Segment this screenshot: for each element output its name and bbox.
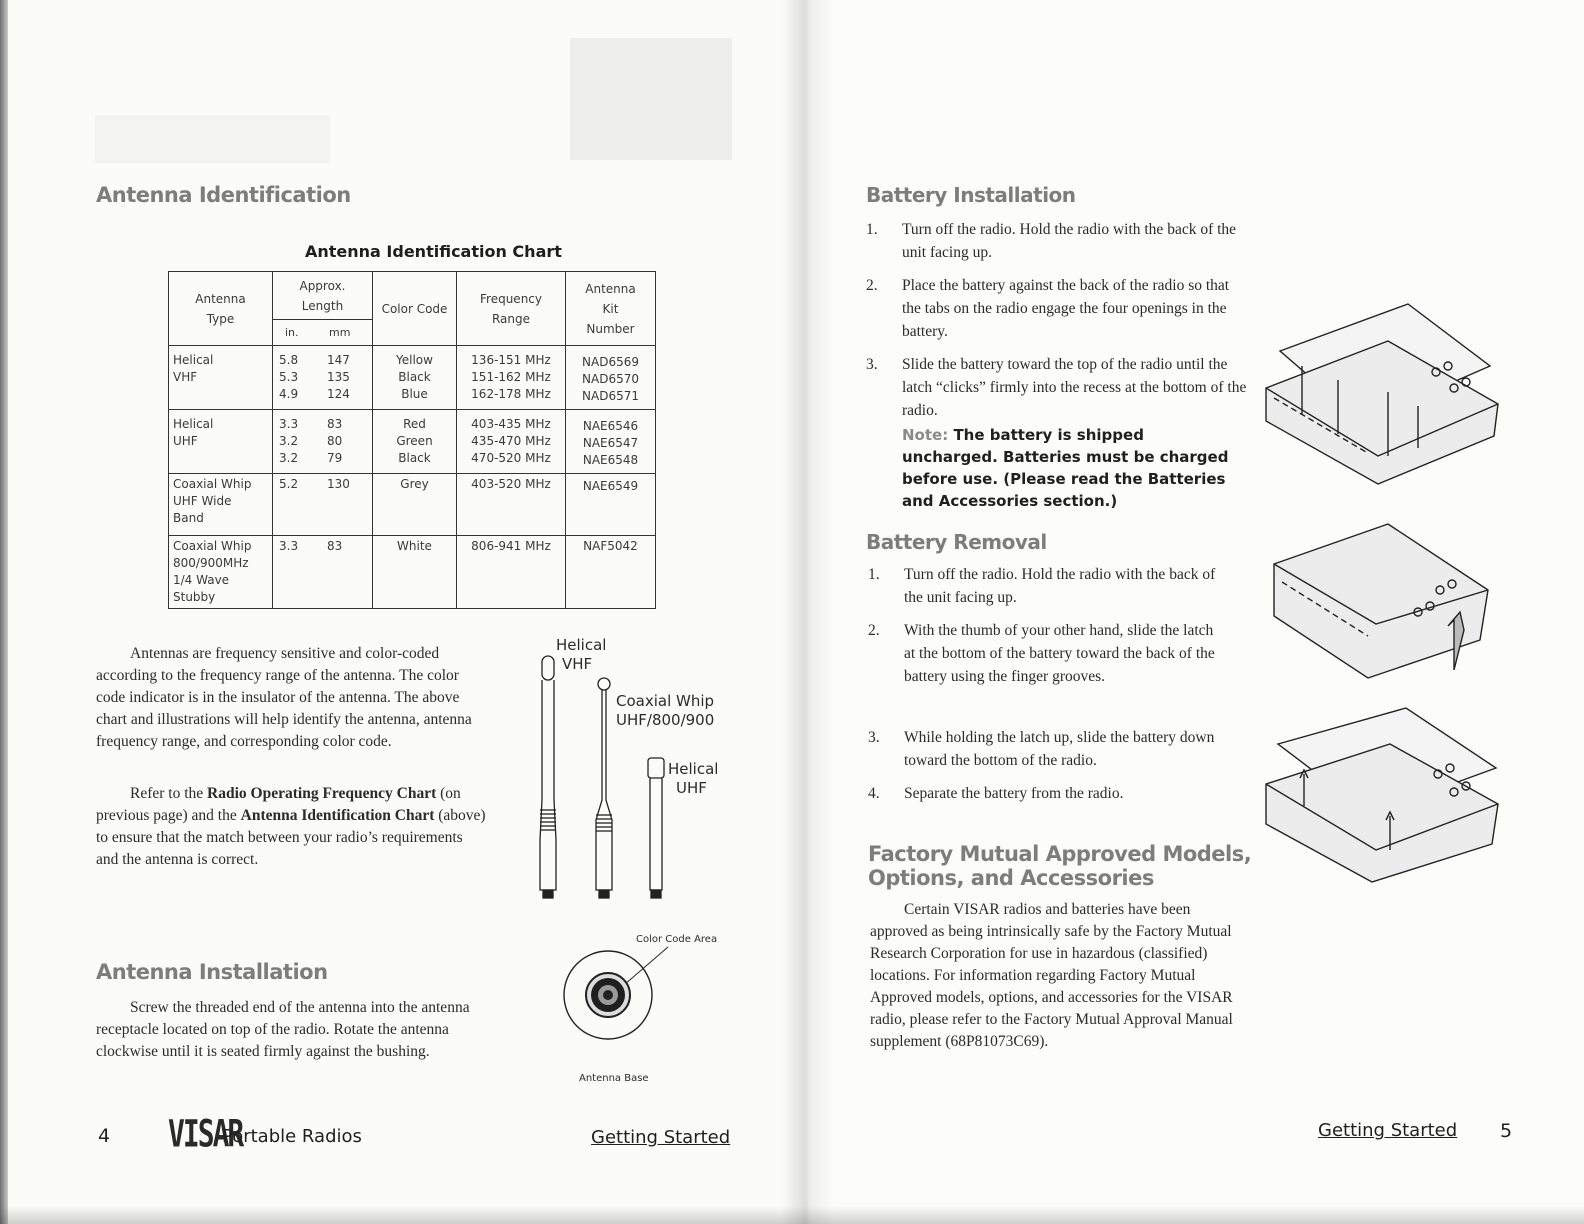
battery-note: Note: The battery is shipped uncharged. Batteries must be charged before use. (Please read the Batteries and Accessories section.)	[902, 426, 1229, 510]
antenna-base-diagram	[558, 935, 678, 1055]
bottom-shadow	[0, 1206, 1584, 1224]
battery-installation-steps	[866, 218, 1248, 432]
table-row: Helical VHF 5.8 5.3 4.9 147 135 124 Yellow Black Blue 136-151 MHz 151-162 MHz 162-178 MHz NAD6569 NAD6570 NAD6571	[169, 346, 656, 410]
binding-edge	[0, 0, 8, 1224]
section-title-factory-mutual: Factory Mutual Approved Models, Options, and Accessories	[868, 842, 1252, 890]
antenna-description-paragraph: Antennas are frequency sensitive and color-coded according to the frequency range of the antenna. The color code indicator is in the insulator of the antenna. The above chart and illustrations will help identify the antenna, antenna frequency range, and corresponding color code.	[96, 645, 472, 750]
list-item: 3. While holding the latch up, slide the battery down toward the bottom of the radio.	[868, 729, 1215, 769]
section-title-antenna-installation: Antenna Installation	[96, 960, 328, 984]
battery-removal-steps-a	[868, 563, 1228, 698]
antenna-identification-chart	[168, 271, 656, 609]
battery-removal-illustration-1	[1268, 520, 1518, 680]
list-item: 2. With the thumb of your other hand, slide the latch at the bottom of the battery toward the back of the battery using the finger grooves.	[868, 622, 1215, 685]
battery-removal-illustration-2	[1260, 704, 1520, 884]
page-number-right: 5	[1500, 1120, 1513, 1142]
page-number-left: 4	[98, 1125, 111, 1147]
footer-portable-radios: Portable Radios	[222, 1126, 362, 1147]
label-coaxial-whip: Coaxial Whip UHF/800/900	[616, 692, 715, 729]
label-helical-vhf: Helical VHF	[556, 636, 607, 673]
section-title-battery-installation: Battery Installation	[866, 183, 1076, 207]
footer-section-left: Getting Started	[591, 1127, 731, 1148]
helical-vhf-antenna	[540, 656, 556, 898]
bleed-through-block	[570, 38, 732, 160]
bleed-through-block	[95, 115, 330, 163]
table-row: Coaxial Whip 800/900MHz 1/4 Wave Stubby 3.3 83 White 806-941 MHz NAF5042	[169, 536, 656, 609]
antenna-installation-paragraph: Screw the threaded end of the antenna into the antenna receptacle located on top of the radio. Rotate the antenna clockwise until it is seated firmly against the bushing.	[96, 999, 470, 1060]
right-page	[808, 0, 1584, 1224]
table-row: Helical UHF 3.3 3.2 3.2 83 80 79 Red Green Black 403-435 MHz 435-470 MHz 470-520 MHz NAE6546 NAE6547 NAE6548	[169, 410, 656, 474]
battery-installation-illustration	[1258, 296, 1508, 486]
antenna-illustrations	[530, 650, 730, 910]
label-color-code-area: Color Code Area	[636, 934, 718, 945]
antenna-reference-paragraph: Refer to the Radio Operating Frequency Chart (on previous page) and the Antenna Identification Chart (above) to ensure that the match between your radio’s requirements and the antenna is correct.	[96, 785, 486, 868]
label-helical-uhf: Helical UHF	[668, 760, 719, 797]
list-item: 1. Turn off the radio. Hold the radio with the back of the unit facing up.	[868, 566, 1216, 606]
label-antenna-base: Antenna Base	[579, 1073, 649, 1084]
header-frequency-range: Frequency Range	[457, 272, 566, 346]
factory-mutual-paragraph: Certain VISAR radios and batteries have been approved as being intrinsically safe by the Factory Mutual Research Corporation for use in hazardous (classified) locations. For information regarding Factory Mutual Approved models, options, and accessories for the VISAR radio, please refer to the Factory Mutual Approval Manual supplement (68P81073C69).	[870, 901, 1233, 1050]
header-approx-length: Approx. Length	[273, 272, 373, 320]
list-item: 4. Separate the battery from the radio.	[868, 785, 1124, 802]
list-item: 1. Turn off the radio. Hold the radio with the back of the unit facing up.	[866, 221, 1237, 261]
table-row: Coaxial Whip UHF Wide Band 5.2 130 Grey 403-520 MHz NAE6549	[169, 474, 656, 536]
visar-logo: VISAR	[168, 1111, 243, 1156]
list-item: 3. Slide the battery toward the top of the radio until the latch “clicks” firmly into the recess at the bottom of the radio.	[866, 356, 1247, 419]
section-title-antenna-identification: Antenna Identification	[96, 183, 351, 207]
helical-uhf-antenna	[648, 758, 664, 898]
chart-title: Antenna Identification Chart	[305, 242, 562, 261]
header-antenna-type: Antenna Type	[169, 272, 273, 346]
header-length-units: in. mm	[273, 320, 373, 346]
header-antenna-kit-number: Antenna Kit Number	[566, 272, 656, 346]
list-item: 2. Place the battery against the back of the radio so that the tabs on the radio engage the four openings in the battery.	[866, 277, 1230, 340]
footer-section-right: Getting Started	[1318, 1120, 1458, 1141]
battery-removal-steps-b	[868, 726, 1228, 815]
book-gutter	[782, 0, 834, 1224]
header-color-code: Color Code	[373, 272, 457, 346]
section-title-battery-removal: Battery Removal	[866, 530, 1047, 554]
coaxial-whip-antenna	[596, 678, 612, 898]
